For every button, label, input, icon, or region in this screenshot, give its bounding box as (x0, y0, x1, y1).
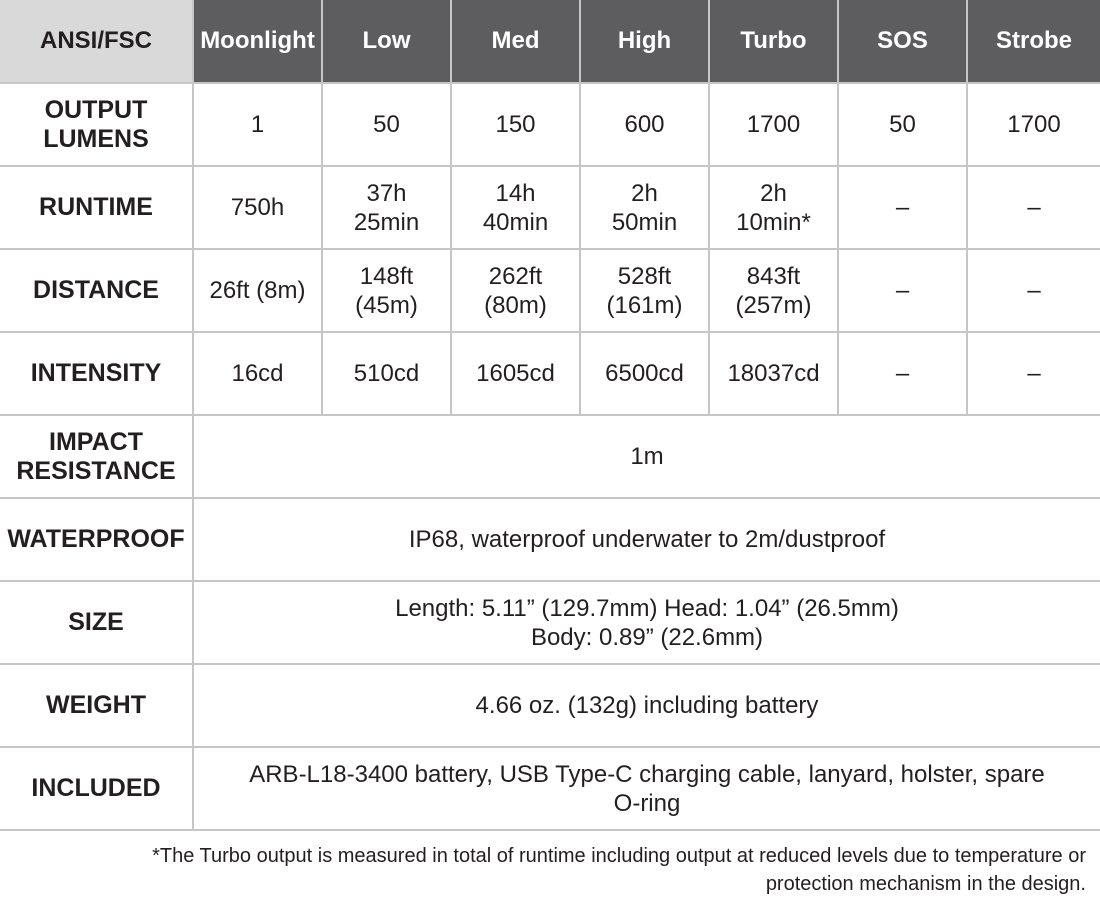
row-label: DISTANCE (0, 249, 193, 332)
table-cell: 150 (451, 83, 580, 166)
table-row-waterproof (0, 498, 1100, 581)
table-row-intensity (0, 332, 1100, 415)
table-row-included (0, 747, 1100, 830)
table-cell: 2h 50min (580, 166, 709, 249)
table-cell: 16cd (193, 332, 322, 415)
row-label: INCLUDED (0, 747, 193, 830)
column-header-sos: SOS (838, 0, 967, 83)
column-header-moonlight: Moonlight (193, 0, 322, 83)
table-cell: 6500cd (580, 332, 709, 415)
header-corner-label: ANSI/FSC (0, 0, 193, 83)
table-cell: 37h 25min (322, 166, 451, 249)
table-cell: – (838, 166, 967, 249)
table-cell: 750h (193, 166, 322, 249)
header-row (0, 0, 1100, 83)
row-label: INTENSITY (0, 332, 193, 415)
row-label: WEIGHT (0, 664, 193, 747)
table-cell-wide: 4.66 oz. (132g) including battery (193, 664, 1100, 747)
row-label: SIZE (0, 581, 193, 664)
column-header-strobe: Strobe (967, 0, 1100, 83)
table-cell-wide: 1m (193, 415, 1100, 498)
table-row-distance (0, 249, 1100, 332)
row-label: WATERPROOF (0, 498, 193, 581)
table-cell: 26ft (8m) (193, 249, 322, 332)
table-cell: 18037cd (709, 332, 838, 415)
column-header-low: Low (322, 0, 451, 83)
table-row-output-lumens (0, 83, 1100, 166)
table-cell: – (967, 332, 1100, 415)
column-header-med: Med (451, 0, 580, 83)
table-cell: 148ft (45m) (322, 249, 451, 332)
table-cell: – (838, 249, 967, 332)
table-cell: 600 (580, 83, 709, 166)
table-cell: 50 (322, 83, 451, 166)
table-cell: 262ft (80m) (451, 249, 580, 332)
table-row-weight (0, 664, 1100, 747)
table-cell: 1700 (709, 83, 838, 166)
table-cell: 528ft (161m) (580, 249, 709, 332)
table-cell-wide: IP68, waterproof underwater to 2m/dustproof (193, 498, 1100, 581)
table-cell: 50 (838, 83, 967, 166)
table-cell: 2h 10min* (709, 166, 838, 249)
table-cell: – (838, 332, 967, 415)
table-cell: – (967, 249, 1100, 332)
table-cell: 1700 (967, 83, 1100, 166)
table-cell: – (967, 166, 1100, 249)
table-cell: 1 (193, 83, 322, 166)
row-label: RUNTIME (0, 166, 193, 249)
table-cell: 843ft (257m) (709, 249, 838, 332)
row-label: OUTPUT LUMENS (0, 83, 193, 166)
table-cell: 1605cd (451, 332, 580, 415)
table-cell: 510cd (322, 332, 451, 415)
column-header-high: High (580, 0, 709, 83)
footnote: *The Turbo output is measured in total of runtime including output at reduced levels due to temperature or protection mechanism in the design. (152, 845, 1086, 895)
table-row-runtime (0, 166, 1100, 249)
table-cell-wide: Length: 5.11” (129.7mm) Head: 1.04” (26.5mm) Body: 0.89” (22.6mm) (193, 581, 1100, 664)
table-row-size (0, 581, 1100, 664)
column-header-turbo: Turbo (709, 0, 838, 83)
table-cell: 14h 40min (451, 166, 580, 249)
table-cell-wide: ARB-L18-3400 battery, USB Type-C charging cable, lanyard, holster, spare O-ring (193, 747, 1100, 830)
table-row-impact-resistance (0, 415, 1100, 498)
row-label: IMPACT RESISTANCE (0, 415, 193, 498)
